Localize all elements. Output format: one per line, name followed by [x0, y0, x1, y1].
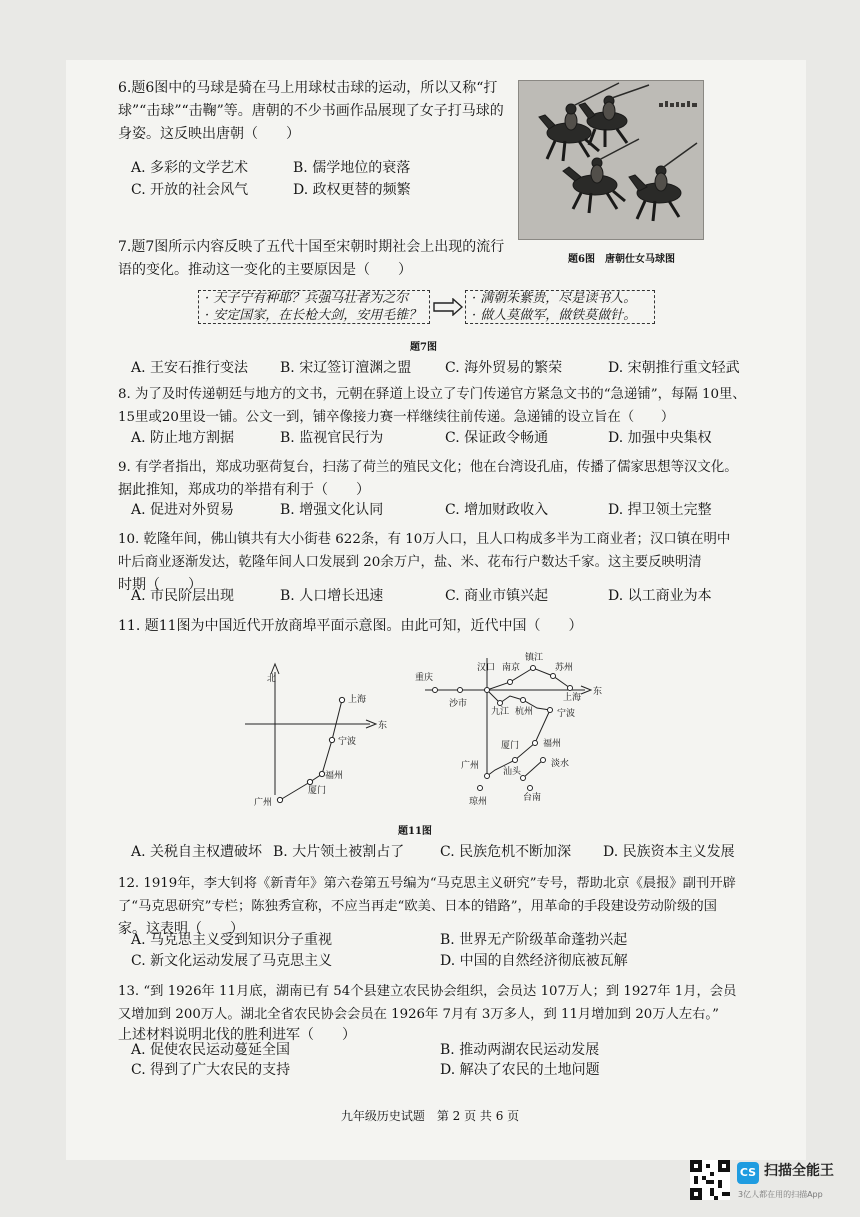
q10-option-b[interactable]: B. 人口增长迅速	[280, 588, 384, 604]
camscanner-subtitle: 3亿人都在用的扫描App	[738, 1190, 823, 1199]
q11-line-1: 11. 题11图为中国近代开放商埠平面示意图。由此可知，近代中国（ ）	[118, 618, 583, 634]
q11-option-b[interactable]: B. 大片领土被割占了	[273, 844, 405, 860]
q7-option-a[interactable]: A. 王安石推行变法	[131, 360, 249, 376]
page-footer: 九年级历史试题 第 2 页 共 6 页	[340, 1109, 520, 1123]
q7-right-line-2: · 做人莫做军，做铁莫做针。	[472, 308, 637, 323]
q13-line-1: 13. “到 1926年 11月底，湖南已有 54个县建立农民协会组织，会员达 107万人；到 1927年 1月，会员	[118, 984, 737, 999]
q7-right-line-1: · 满朝朱紫贵，尽是读书人。	[472, 291, 637, 306]
polo-painting-drawing	[519, 81, 703, 239]
right-map-city-zhenjiang: 镇江	[525, 653, 544, 663]
q8-option-c[interactable]: C. 保证政令畅通	[445, 430, 549, 446]
q6-line-1: 6.题6图中的马球是骑在马上用球杖击球的运动，所以又称“打	[118, 80, 498, 96]
q13-line-2: 又增加到 200万人。湖北全省农民协会会员在 1926年 7月有 3万多人，到 11月增加到 20万人左右。”	[118, 1007, 719, 1022]
q9-option-c[interactable]: C. 增加财政收入	[445, 502, 549, 518]
q13-option-d[interactable]: D. 解决了农民的土地问题	[440, 1062, 600, 1078]
q6-figure-caption: 题6图 唐朝仕女马球图	[568, 254, 675, 265]
q9-option-a[interactable]: A. 促进对外贸易	[131, 502, 235, 518]
q12-option-d[interactable]: D. 中国的自然经济彻底被瓦解	[440, 953, 628, 969]
q7-line-2: 语的变化。推动这一变化的主要原因是（ ）	[118, 262, 412, 278]
q9-option-b[interactable]: B. 增强文化认同	[280, 502, 384, 518]
q11-option-a[interactable]: A. 关税自主权遭破坏	[131, 844, 263, 860]
right-map-city-tainan: 台南	[523, 793, 542, 803]
q11-right-map	[405, 648, 615, 808]
q7-quote-box-right	[465, 290, 655, 324]
right-map-east-label: 东	[593, 687, 603, 697]
right-map-city-tamsui: 淡水	[551, 759, 570, 769]
q6-line-2: 球”“击球”“击鞠”等。唐朝的不少书画作品展现了女子打马球的	[118, 103, 504, 119]
q10-line-2: 叶后商业逐渐发达，乾隆年间人口发展到 20余万户，盐、米、花布行户数达千家。这主要反映明清	[118, 555, 702, 570]
q9-line-2: 据此推知，郑成功的举措有利于（ ）	[118, 482, 370, 498]
q12-line-3: 家。这表明（ ）	[118, 921, 244, 937]
q6-option-a[interactable]: A. 多彩的文学艺术	[131, 160, 249, 176]
right-map-city-suzhou: 苏州	[555, 663, 574, 673]
q7-option-d[interactable]: D. 宋朝推行重文轻武	[608, 360, 740, 376]
right-map-city-guangzhou: 广州	[461, 761, 480, 771]
q6-line-3: 身姿。这反映出唐朝（ ）	[118, 126, 300, 142]
right-map-city-shashi: 沙市	[449, 699, 468, 709]
polo-painting-image	[518, 80, 704, 240]
camscanner-title: 扫描全能王	[764, 1163, 834, 1179]
right-map-city-xiamen: 厦门	[501, 741, 520, 751]
q10-line-1: 10. 乾隆年间，佛山镇共有大小街巷 622条，有 10万人口，且人口构成多半为工商业者；汉口镇在明中	[118, 532, 731, 547]
right-map-city-hankou: 汉口	[477, 663, 496, 673]
q9-option-d[interactable]: D. 捍卫领土完整	[608, 502, 712, 518]
q10-option-c[interactable]: C. 商业市镇兴起	[445, 588, 549, 604]
q13-option-a[interactable]: A. 促使农民运动蔓延全国	[131, 1042, 291, 1058]
q11-left-map	[240, 660, 390, 810]
right-map-city-chongqing: 重庆	[415, 673, 434, 683]
q8-option-b[interactable]: B. 监视官民行为	[280, 430, 384, 446]
right-map-city-fuzhou: 福州	[543, 739, 562, 749]
q10-line-3: 时期（ ）	[118, 577, 202, 593]
q8-option-d[interactable]: D. 加强中央集权	[608, 430, 712, 446]
q12-option-a[interactable]: A. 马克思主义受到知识分子重视	[131, 932, 333, 948]
q7-option-c[interactable]: C. 海外贸易的繁荣	[445, 360, 563, 376]
q12-option-b[interactable]: B. 世界无产阶级革命蓬勃兴起	[440, 932, 628, 948]
left-map-north-label: 北	[267, 674, 277, 684]
qr-code-icon	[690, 1160, 730, 1200]
q13-option-c[interactable]: C. 得到了广大农民的支持	[131, 1062, 291, 1078]
q13-line-3: 上述材料说明北伐的胜利进军（ ）	[118, 1027, 356, 1043]
right-map-city-ningbo: 宁波	[557, 709, 576, 719]
arrow-right-icon	[433, 298, 463, 316]
right-map-city-hangzhou: 杭州	[515, 707, 534, 717]
q10-option-a[interactable]: A. 市民阶层出现	[131, 588, 235, 604]
left-map-city-guangzhou: 广州	[254, 798, 273, 808]
q12-line-2: 了“马克思研究”专栏；陈独秀宣称，不应当再走“欧美、日本的错路”，用革命的手段建设劳动阶级的国	[118, 899, 717, 914]
q10-option-d[interactable]: D. 以工商业为本	[608, 588, 712, 604]
right-map-city-qiongzhou: 琼州	[469, 797, 488, 807]
left-map-east-label: 东	[378, 721, 388, 731]
q7-option-b[interactable]: B. 宋辽签订澶渊之盟	[280, 360, 412, 376]
q7-line-1: 7.题7图所示内容反映了五代十国至宋朝时期社会上出现的流行	[118, 239, 505, 255]
q13-option-b[interactable]: B. 推动两湖农民运动发展	[440, 1042, 600, 1058]
left-map-city-xiamen: 厦门	[308, 786, 327, 796]
left-map-city-fuzhou: 福州	[325, 771, 344, 781]
right-map-city-shanghai: 上海	[563, 693, 582, 703]
right-map-city-nanjing: 南京	[502, 663, 521, 673]
q11-option-d[interactable]: D. 民族资本主义发展	[603, 844, 735, 860]
q11-option-c[interactable]: C. 民族危机不断加深	[440, 844, 572, 860]
q7-left-line-1: · 天子宁有种耶？兵强马壮者为之尔	[205, 291, 409, 306]
q7-left-line-2: · 安定国家，在长枪大剑，安用毛锥？	[205, 308, 422, 323]
q8-option-a[interactable]: A. 防止地方割据	[131, 430, 235, 446]
q6-option-b[interactable]: B. 儒学地位的衰落	[293, 160, 411, 176]
q8-line-2: 15里或20里设一铺。公文一到，铺卒像接力赛一样继续往前传递。急递铺的设立旨在（ ）	[118, 410, 675, 425]
q6-option-d[interactable]: D. 政权更替的频繁	[293, 182, 411, 198]
left-map-city-ningbo: 宁波	[338, 737, 357, 747]
q12-line-1: 12. 1919年，李大钊将《新青年》第六卷第五号编为“马克思主义研究”专号，帮助北京《晨报》副刊开辟	[118, 876, 736, 891]
q12-option-c[interactable]: C. 新文化运动发展了马克思主义	[131, 953, 333, 969]
camscanner-logo: CS	[737, 1162, 759, 1184]
q7-quote-box-left	[198, 290, 430, 324]
q7-figure-caption: 题7图	[410, 342, 437, 353]
right-map-city-shantou: 汕头	[503, 767, 522, 777]
right-map-city-jiujiang: 九江	[491, 707, 510, 717]
q8-line-1: 8. 为了及时传递朝廷与地方的文书，元朝在驿道上设立了专门传递官方紧急文书的“急递铺”，每隔 10里、	[118, 387, 746, 402]
q9-line-1: 9. 有学者指出，郑成功驱荷复台，扫荡了荷兰的殖民文化；他在台湾设孔庙，传播了儒家思想等汉文化。	[118, 460, 738, 475]
left-map-city-shanghai: 上海	[348, 695, 367, 705]
q11-figure-caption: 题11图	[398, 826, 432, 837]
q6-option-c[interactable]: C. 开放的社会风气	[131, 182, 249, 198]
